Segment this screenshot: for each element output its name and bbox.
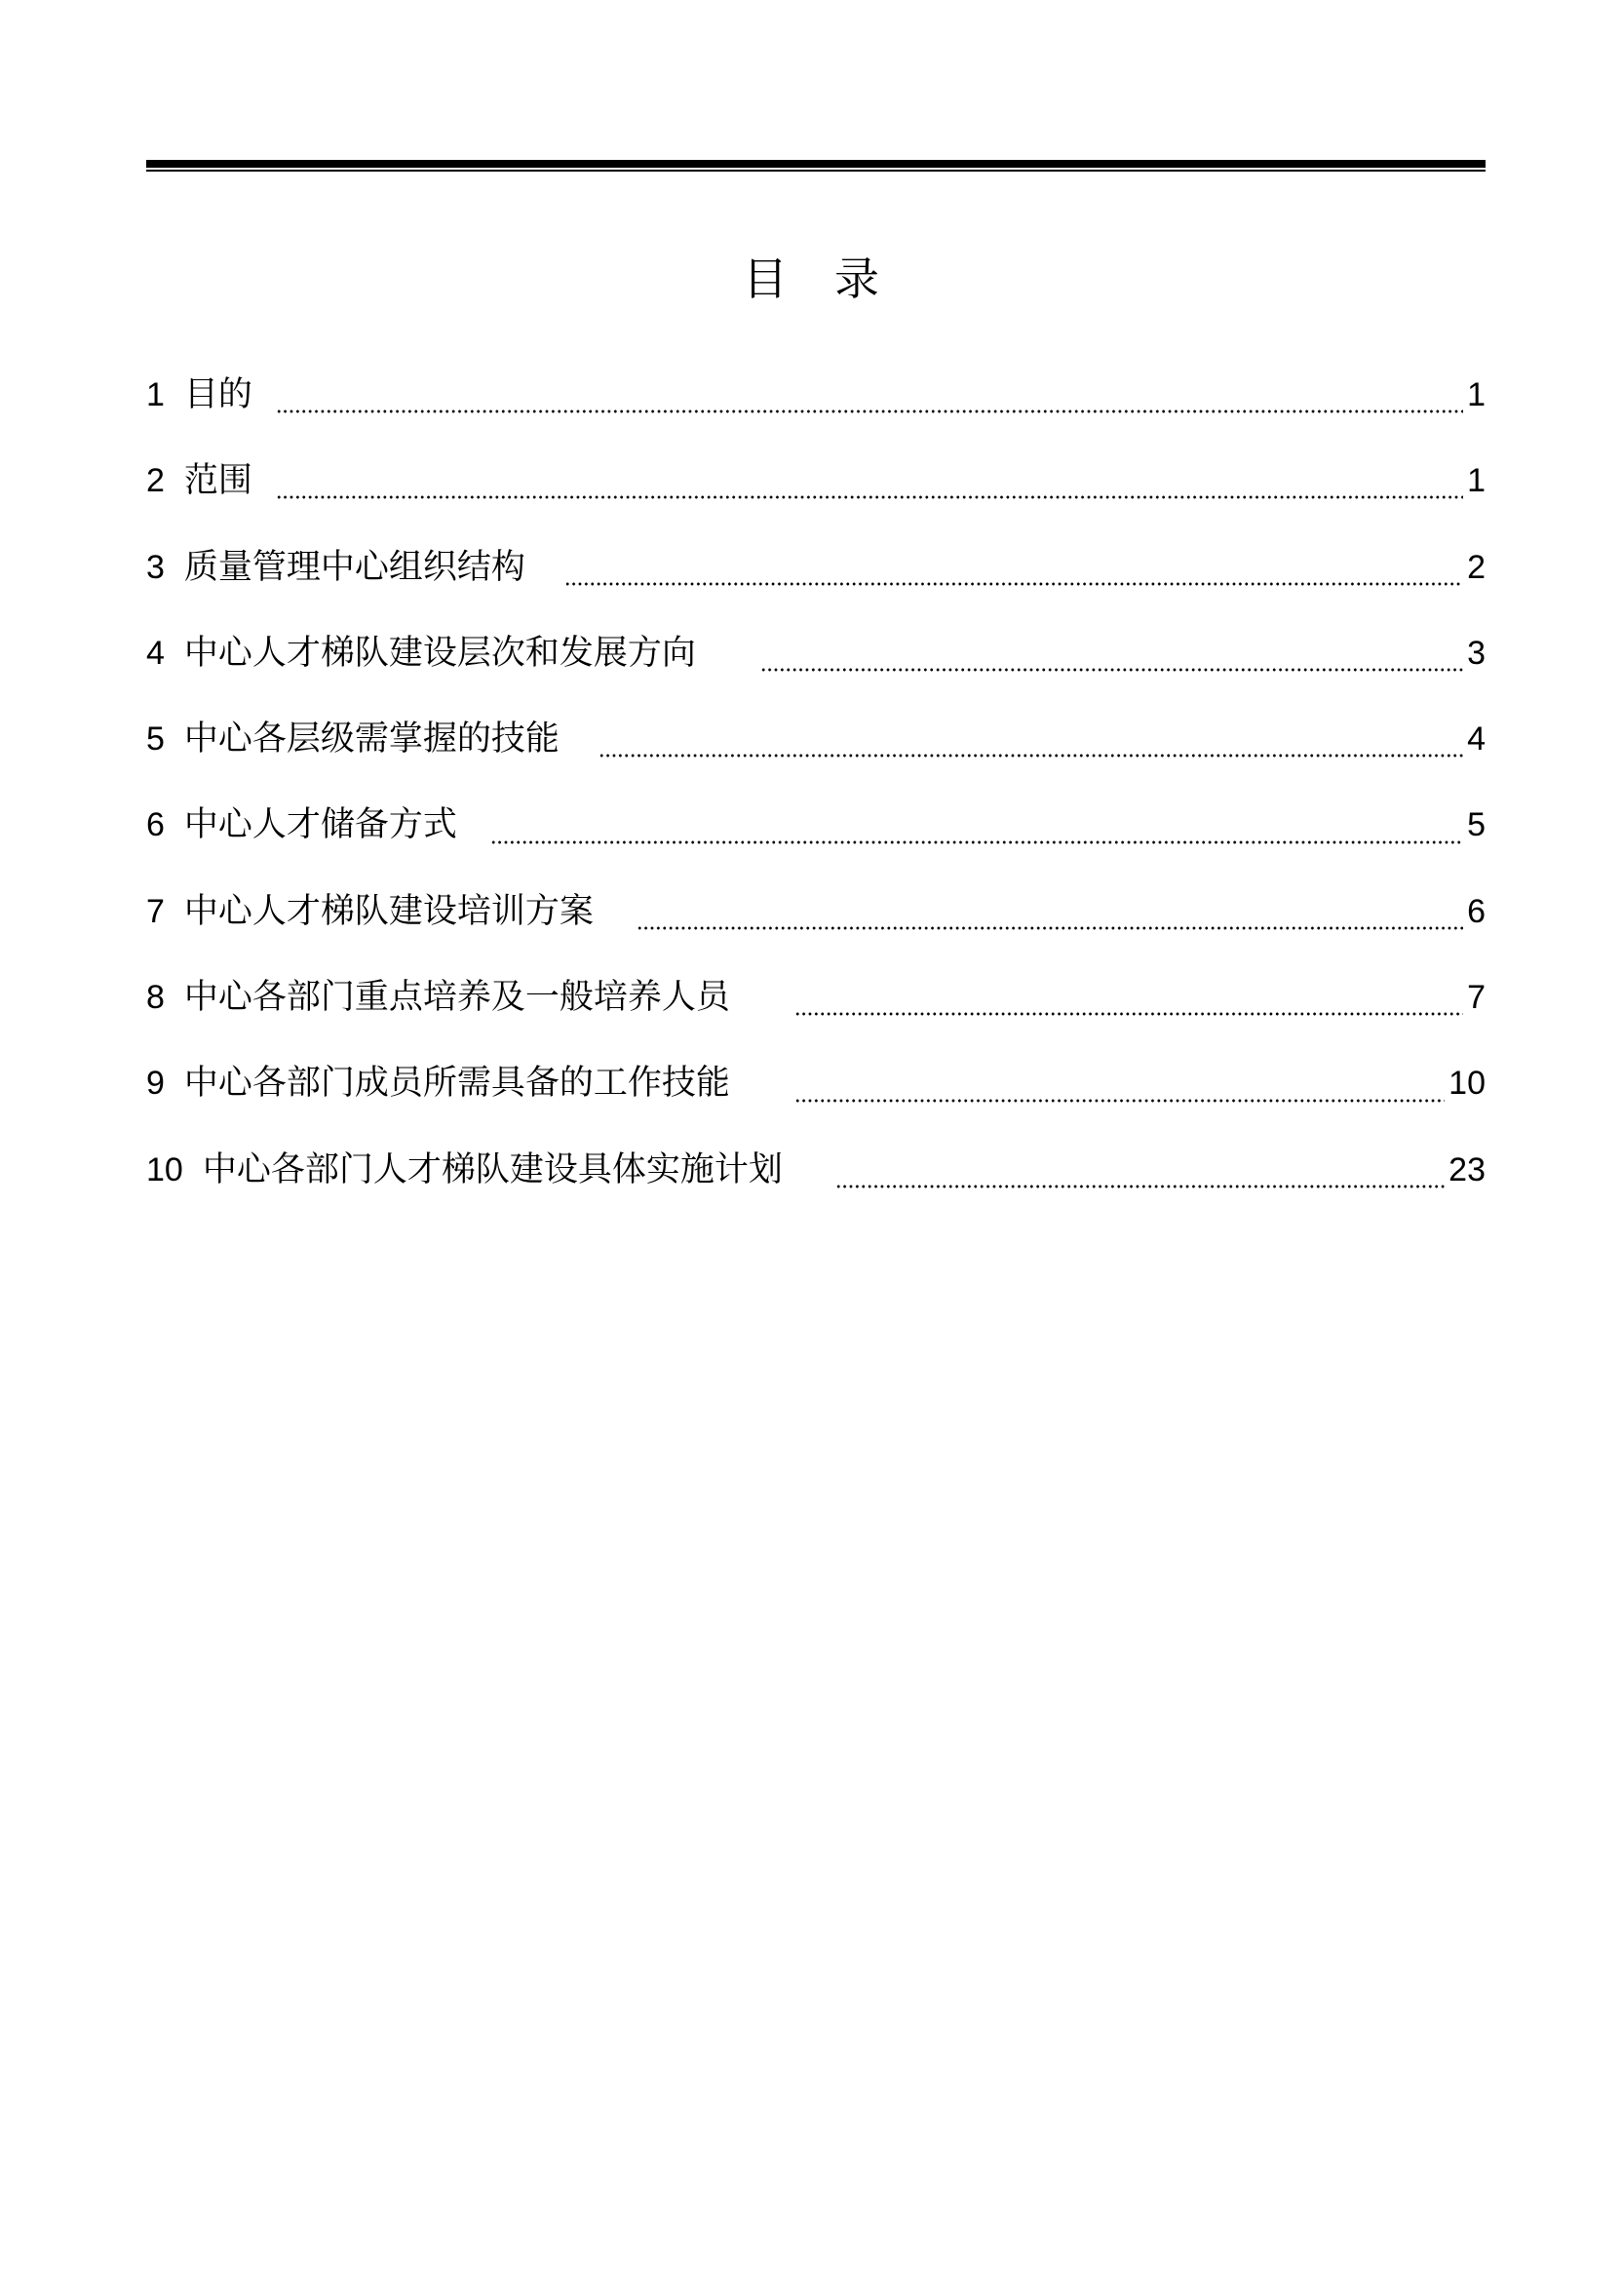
toc-entry[interactable]: [146, 796, 1486, 881]
toc-entry-page: 6: [1467, 892, 1486, 930]
toc-entry-leader: [794, 1012, 1463, 1016]
toc-entry-number: 6: [146, 806, 165, 844]
toc-entry-page: 1: [1467, 376, 1486, 413]
toc-entry[interactable]: [146, 1141, 1486, 1226]
toc-title: 目录: [743, 253, 926, 305]
toc-entry-title: 中心人才梯队建设培训方案: [183, 891, 594, 931]
toc-entry-number: 8: [146, 979, 165, 1017]
toc-entry-title: 中心人才储备方式: [183, 805, 457, 845]
toc-entry-number: 10: [146, 1150, 183, 1188]
toc-entry-leader: [794, 1099, 1445, 1103]
toc-entry-leader: [276, 409, 1463, 413]
toc-entry-page: 2: [1467, 548, 1486, 586]
toc-entry-number: 2: [146, 462, 165, 500]
toc-entry-page: 7: [1467, 979, 1486, 1017]
toc-entry-title: 中心各部门重点培养及一般培养人员: [183, 978, 730, 1018]
toc-entry-number: 7: [146, 892, 165, 930]
toc-entry-page: 23: [1448, 1150, 1486, 1188]
toc-entry-title: 中心人才梯队建设层次和发展方向: [183, 633, 696, 673]
toc-entry-page: 4: [1467, 720, 1486, 759]
toc-entry-title: 中心各层级需掌握的技能: [183, 720, 560, 759]
toc-entry-page: 1: [1467, 462, 1486, 500]
toc-entry[interactable]: [146, 882, 1486, 968]
toc-entry-leader: [760, 668, 1463, 672]
toc-entry-number: 3: [146, 548, 165, 586]
toc-entry-title: 质量管理中心组织结构: [183, 547, 525, 587]
header-rule-thin: [146, 170, 1486, 172]
toc-entry-leader: [564, 582, 1463, 586]
toc-entry-number: 5: [146, 720, 165, 759]
header-rule: [146, 160, 1486, 173]
toc-entry-title: 中心各部门人才梯队建设具体实施计划: [202, 1149, 783, 1189]
toc-entry[interactable]: [146, 366, 1486, 451]
toc-entry-leader: [599, 754, 1463, 758]
toc-entry-title: 目的: [183, 375, 252, 414]
toc-entry[interactable]: [146, 538, 1486, 624]
toc-entry-title: 范围: [183, 461, 252, 501]
toc-entry-leader: [276, 495, 1463, 499]
toc-entry-leader: [637, 926, 1463, 930]
toc-entry[interactable]: [146, 624, 1486, 710]
toc-entry-page: 5: [1467, 806, 1486, 844]
toc-entry-title: 中心各部门成员所需具备的工作技能: [183, 1064, 730, 1104]
toc-entry[interactable]: [146, 968, 1486, 1054]
toc-entry-page: 3: [1467, 634, 1486, 672]
toc-entry[interactable]: [146, 710, 1486, 796]
toc-list: [146, 366, 1486, 1226]
toc-entry-number: 1: [146, 376, 165, 413]
toc-entry[interactable]: [146, 451, 1486, 537]
toc-entry-leader: [835, 1185, 1445, 1188]
toc-entry-number: 9: [146, 1065, 165, 1103]
toc-entry-page: 10: [1448, 1065, 1486, 1103]
toc-entry-number: 4: [146, 634, 165, 672]
toc-entry[interactable]: [146, 1054, 1486, 1140]
header-rule-thick: [146, 160, 1486, 168]
toc-entry-leader: [490, 840, 1463, 844]
